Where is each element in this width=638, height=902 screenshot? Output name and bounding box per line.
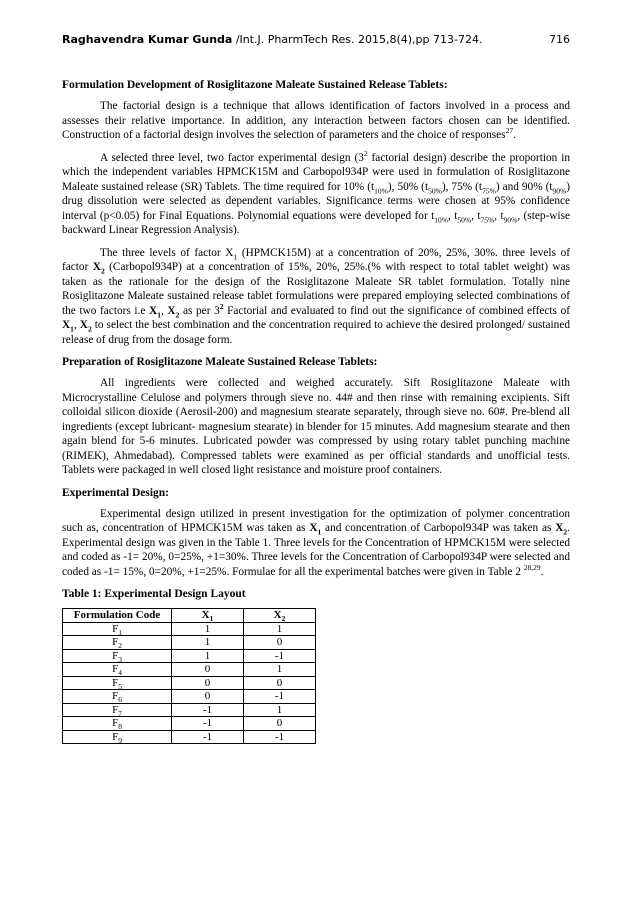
table-row <box>63 676 316 690</box>
section-heading-experimental-design: Experimental Design: <box>62 486 170 499</box>
citation-ref: 27 <box>505 126 514 136</box>
cell-x1: 1 <box>172 649 244 663</box>
cell-formulation-code: $F_5$ <box>63 676 172 690</box>
table-header-row <box>63 609 316 623</box>
paragraph-factorial-intro: The factorial design is a technique that allows identification of factors involved in a process and assesses their relative importance. In addition, any interaction between factors chosen can be identified. Construction of a factorial design involves the selection of parameters and the choice of responses$^{27}$. <box>62 100 570 141</box>
experimental-design-table <box>62 608 316 744</box>
table-caption: Table 1: Experimental Design Layout <box>62 588 246 600</box>
cell-x2: 0 <box>244 636 316 650</box>
cell-formulation-code: $F_8$ <box>63 717 172 731</box>
header-formulation-code: Formulation Code <box>63 609 172 623</box>
cell-x1: 1 <box>172 622 244 636</box>
paragraph-preparation: All ingredients were collected and weighed accurately. Sift Rosiglitazone Maleate with Microcrystalline Celulose and polymers through sieve no. 44# and then rinse with remaining excipients. Sift colloidal silicon dioxide (Aerosil-200) and magnesium stearate separately, through sieve no. 60#. Pre-blend all ingredients (except lubricant- magnesium stearate) in blender for 15 minutes. Add magnesium stearate and then again blend for 5-6 minutes. Lubricated powder was compressed by using rotary tablet punching machine (RIMEK), Ahmedabad). Compressed tablets were examined as per official standards and unofficial tests. Tablets were packaged in well closed light resistance and moisture proof containers. <box>62 377 570 476</box>
cell-x1: -1 <box>172 730 244 744</box>
cell-x2: -1 <box>244 649 316 663</box>
page-number: 716 <box>549 33 570 46</box>
section-heading-formulation-development: Formulation Development of Rosiglitazone Maleate Sustained Release Tablets: <box>62 79 448 91</box>
running-header <box>62 33 570 49</box>
cell-x1: 0 <box>172 676 244 690</box>
header-x1: $X_1$ <box>172 609 244 623</box>
table-row <box>63 717 316 731</box>
cell-x2: 0 <box>244 717 316 731</box>
paragraph-design-description: A selected three level, two factor experimental design ($3^2$ factorial design) describe the proportion in which the independent variables HPMCK15M and Carbopol934P were used in formulation of Rosiglitazone Maleate sustained release (SR) Tablets. The time required for 10% $(t_{10\%})$, 50% $(t_{50\%})$, 75% $(t_{75\%})$ and 90% $(t_{90\%})$ drug dissolution were selected as dependent variables. Significance terms were chosen at 95% confidence interval (p<0.05) for Final Equations. Polynomial equations were developed for $t_{10\%}$, $t_{50\%}$, $t_{75\%}$, $t_{90\%}$, (step-wise backward Linear Regression Analysis). <box>62 148 571 236</box>
cell-formulation-code: $F_1$ <box>63 622 172 636</box>
section-heading-preparation: Preparation of Rosiglitazone Maleate Sustained Release Tablets: <box>62 356 378 368</box>
cell-x1: -1 <box>172 717 244 731</box>
header-x2: $X_2$ <box>244 609 316 623</box>
cell-x1: 1 <box>172 636 244 650</box>
article-body <box>62 78 570 744</box>
paragraph-experimental-design: Experimental design utilized in present investigation for the optimization of polymer concentration such as, concentration of HPMCK15M was taken as $X_1$ and concentration of Carbopol934P was taken as $X_2$. Experimental design was given in the Table 1. Three levels for the Concentration of HPMCK15M were selected and coded as -1= 20%, 0=25%, +1=30%. Three levels for the Concentration of Carbopol934P were selected and coded as -1= 15%, 0=20%, +1=25%. Formulae for all the experimental batches were given in Table 2 $^{28,29}$. <box>62 507 570 578</box>
cell-formulation-code: $F_3$ <box>63 649 172 663</box>
table-row <box>63 636 316 650</box>
cell-formulation-code: $F_2$ <box>63 636 172 650</box>
table-row <box>63 622 316 636</box>
header-author: Raghavendra Kumar Gunda <box>62 33 233 46</box>
cell-x2: 1 <box>244 703 316 717</box>
cell-formulation-code: $F_7$ <box>63 703 172 717</box>
table-row <box>63 730 316 744</box>
cell-x2: 1 <box>244 622 316 636</box>
cell-x1: -1 <box>172 703 244 717</box>
cell-x2: -1 <box>244 730 316 744</box>
cell-x2: 1 <box>244 663 316 677</box>
cell-x1: 0 <box>172 663 244 677</box>
table-row <box>63 690 316 704</box>
cell-x2: -1 <box>244 690 316 704</box>
citation-ref: 28,29 <box>523 562 541 572</box>
cell-formulation-code: $F_9$ <box>63 730 172 744</box>
table-row <box>63 663 316 677</box>
cell-formulation-code: $F_4$ <box>63 663 172 677</box>
table-row <box>63 649 316 663</box>
cell-x2: 0 <box>244 676 316 690</box>
cell-x1: 0 <box>172 690 244 704</box>
header-citation: /Int.J. PharmTech Res. 2015,8(4),pp 713-724. <box>232 33 483 46</box>
paragraph-factor-levels: The three levels of factor $X_1$ (HPMCK15M) at a concentration of 20%, 25%, 30%. three levels of factor $X_2$ (Carbopol934P) at a concentration of 15%, 20%, 25%.(% with respect to total tablet weight) was taken as the rationale for the design of the Rosiglitazone Maleate SR tablet formulation. Totally nine Rosiglitazone Maleate sustained release tablet formulations were prepared employing selected combinations of the two factors i.e $X_1$, $X_2$ as per $3^2$ Factorial and evaluated to find out the significance of combined effects of $X_1$, $X_2$ to select the best combination and the concentration required to achieve the desired prolonged/ sustained release of drug from the dosage form. <box>62 246 570 346</box>
table-row <box>63 703 316 717</box>
cell-formulation-code: $F_6$ <box>63 690 172 704</box>
